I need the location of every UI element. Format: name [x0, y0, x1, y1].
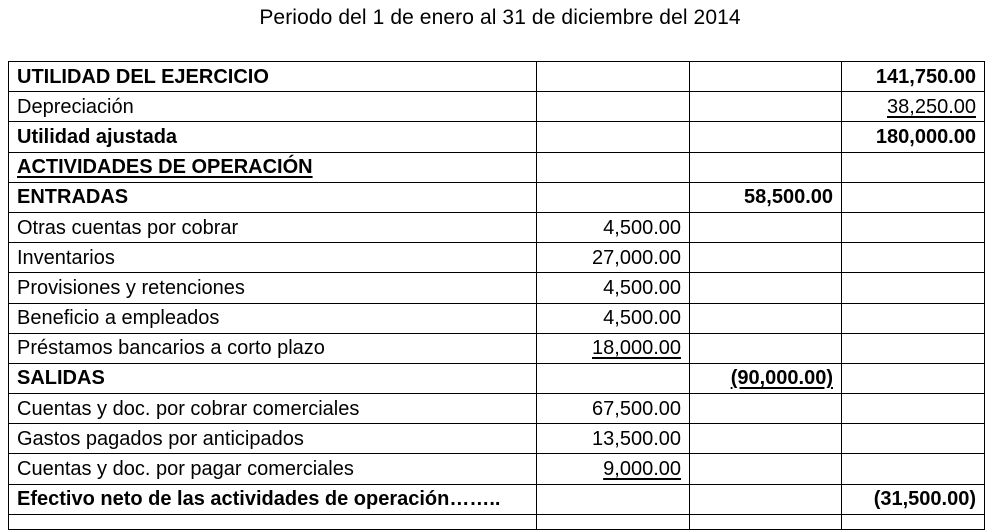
amount-total-cell [842, 514, 985, 529]
row-label: SALIDAS [9, 363, 537, 393]
table-row [9, 62, 985, 92]
row-label: Efectivo neto de las actividades de operación…….. [9, 484, 537, 514]
row-label: Cuentas y doc. por cobrar comerciales [9, 394, 537, 424]
table-row [9, 212, 985, 242]
amount-subtotal-cell [690, 514, 842, 529]
amount-total-cell [842, 182, 985, 212]
table-row [9, 333, 985, 363]
table-row [9, 303, 985, 333]
amount-total-cell [842, 303, 985, 333]
amount-detail-value: 18,000.00 [592, 337, 681, 360]
amount-detail-value: 9,000.00 [603, 458, 681, 481]
statement-period-subtitle: Periodo del 1 de enero al 31 de diciembre del 2014 [259, 6, 741, 29]
amount-detail-cell: 67,500.00 [537, 394, 690, 424]
amount-detail-cell [537, 122, 690, 152]
amount-total-cell [842, 394, 985, 424]
amount-subtotal-cell [690, 484, 842, 514]
row-label: Otras cuentas por cobrar [9, 212, 537, 242]
row-label: Provisiones y retenciones [9, 273, 537, 303]
amount-detail-cell [537, 514, 690, 529]
row-label: UTILIDAD DEL EJERCICIO [9, 62, 537, 92]
amount-subtotal-cell [690, 212, 842, 242]
table-row [9, 424, 985, 454]
amount-total-value: 38,250.00 [887, 95, 976, 118]
amount-detail-cell [537, 92, 690, 122]
row-label: Gastos pagados por anticipados [9, 424, 537, 454]
amount-detail-cell: 27,000.00 [537, 243, 690, 273]
amount-subtotal-cell [690, 333, 842, 363]
amount-total-cell [842, 454, 985, 484]
row-label-cell [9, 152, 537, 182]
table-row [9, 182, 985, 212]
amount-subtotal-cell [690, 243, 842, 273]
amount-total-cell [842, 243, 985, 273]
amount-subtotal-cell [690, 92, 842, 122]
amount-detail-cell [537, 62, 690, 92]
amount-subtotal-value: (90,000.00) [730, 367, 833, 390]
amount-subtotal-cell: 58,500.00 [690, 182, 842, 212]
table-row [9, 454, 985, 484]
row-label: Cuentas y doc. por pagar comerciales [9, 454, 537, 484]
amount-detail-cell [537, 454, 690, 484]
table-row [9, 394, 985, 424]
table-row [9, 363, 985, 393]
amount-detail-cell: 13,500.00 [537, 424, 690, 454]
section-heading: ACTIVIDADES DE OPERACIÓN [17, 156, 313, 179]
amount-detail-cell: 4,500.00 [537, 303, 690, 333]
table-row-cropped [9, 514, 985, 529]
row-label: Beneficio a empleados [9, 303, 537, 333]
amount-total-cell [842, 333, 985, 363]
amount-subtotal-cell [690, 152, 842, 182]
row-label: Inventarios [9, 243, 537, 273]
amount-subtotal-cell [690, 122, 842, 152]
amount-subtotal-cell [690, 424, 842, 454]
cash-flow-table [8, 61, 985, 530]
amount-subtotal-cell [690, 394, 842, 424]
amount-detail-cell [537, 152, 690, 182]
amount-detail-cell: 4,500.00 [537, 273, 690, 303]
table-row [9, 152, 985, 182]
row-label-cell [9, 514, 537, 529]
amount-total-cell [842, 363, 985, 393]
row-label: Préstamos bancarios a corto plazo [9, 333, 537, 363]
table-row [9, 484, 985, 514]
amount-subtotal-cell [690, 363, 842, 393]
amount-detail-cell [537, 484, 690, 514]
amount-subtotal-cell [690, 273, 842, 303]
table-row [9, 92, 985, 122]
table-row [9, 122, 985, 152]
row-label: Depreciación [9, 92, 537, 122]
amount-total-cell: 180,000.00 [842, 122, 985, 152]
amount-detail-cell [537, 333, 690, 363]
table-row [9, 243, 985, 273]
amount-total-cell: 141,750.00 [842, 62, 985, 92]
amount-detail-cell: 4,500.00 [537, 212, 690, 242]
amount-total-cell [842, 424, 985, 454]
amount-total-cell [842, 273, 985, 303]
amount-subtotal-cell [690, 62, 842, 92]
table-row [9, 273, 985, 303]
amount-total-cell [842, 212, 985, 242]
amount-total-cell [842, 152, 985, 182]
amount-subtotal-cell [690, 454, 842, 484]
row-label: Utilidad ajustada [9, 122, 537, 152]
amount-total-cell [842, 92, 985, 122]
row-label: ENTRADAS [9, 182, 537, 212]
amount-subtotal-cell [690, 303, 842, 333]
amount-detail-cell [537, 363, 690, 393]
amount-detail-cell [537, 182, 690, 212]
amount-total-cell: (31,500.00) [842, 484, 985, 514]
